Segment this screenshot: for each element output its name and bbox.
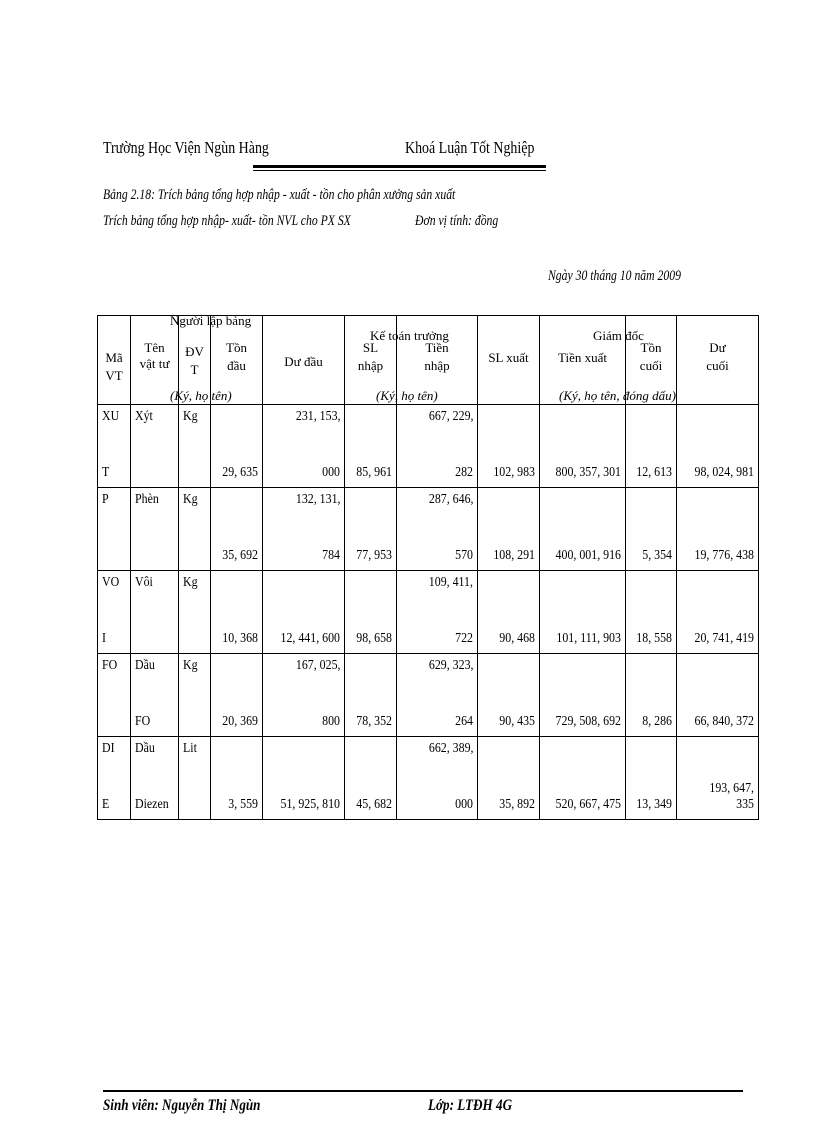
- cell-du-cuoi: 193, 647, 335: [677, 737, 759, 820]
- col-du-dau: Dư đầu: [263, 316, 345, 405]
- table-subtitle: Trích bảng tổng hợp nhập- xuất- tồn NVL cho PX SX: [103, 213, 351, 229]
- date-label: Ngày 30 tháng 10 năm 2009: [548, 268, 681, 284]
- table-caption: Bảng 2.18: Trích bảng tổng hợp nhập - xuất - tồn cho phân xưởng sản xuất: [103, 187, 456, 203]
- school-name: Trường Học Viện Ngùn Hàng: [103, 138, 269, 157]
- cell-ton-cuoi: 8, 286: [626, 654, 677, 737]
- cell-ton-dau: 35, 692: [211, 488, 263, 571]
- cell-ma-vt: FO: [98, 654, 131, 737]
- cell-sl-nhap: 78, 352: [345, 654, 397, 737]
- signature-preparer-note: (Ký, họ tên): [170, 388, 232, 403]
- cell-dvt: Kg: [179, 488, 211, 571]
- cell-sl-xuat: 90, 435: [478, 654, 540, 737]
- cell-du-dau: 12, 441, 600: [263, 571, 345, 654]
- table-row: [98, 737, 759, 820]
- cell-tien-nhap: 287, 646, 570: [397, 488, 478, 571]
- table-row: [98, 571, 759, 654]
- cell-sl-xuat: 90, 468: [478, 571, 540, 654]
- cell-tien-xuat: 729, 508, 692: [540, 654, 626, 737]
- footer-rule: [103, 1090, 743, 1092]
- col-tien-xuat: Tiền xuất: [540, 316, 626, 405]
- cell-tien-xuat: 800, 357, 301: [540, 405, 626, 488]
- signature-director-note: (Ký, họ tên, đóng dấu): [559, 388, 676, 403]
- cell-dvt: Kg: [179, 654, 211, 737]
- col-dvt: ĐV T: [179, 316, 211, 405]
- cell-ten-vat-tu: Vôi: [131, 571, 179, 654]
- cell-tien-xuat: 520, 667, 475: [540, 737, 626, 820]
- cell-du-dau: 132, 131, 784: [263, 488, 345, 571]
- cell-ton-cuoi: 18, 558: [626, 571, 677, 654]
- cell-ten-vat-tu: Dầu FO: [131, 654, 179, 737]
- cell-ton-dau: 20, 369: [211, 654, 263, 737]
- thesis-title: Khoá Luận Tốt Nghiệp: [405, 138, 535, 157]
- col-du-cuoi: Dư cuối: [677, 316, 759, 405]
- cell-sl-xuat: 35, 892: [478, 737, 540, 820]
- col-ten-vat-tu: Tên vật tư: [131, 316, 179, 405]
- cell-ton-dau: 10, 368: [211, 571, 263, 654]
- cell-tien-xuat: 101, 111, 903: [540, 571, 626, 654]
- cell-ma-vt: VO I: [98, 571, 131, 654]
- table-row: [98, 405, 759, 488]
- col-sl-xuat: SL xuất: [478, 316, 540, 405]
- signature-accountant-note: (Ký, họ tên): [376, 388, 438, 403]
- cell-dvt: Kg: [179, 405, 211, 488]
- cell-ton-cuoi: 12, 613: [626, 405, 677, 488]
- signature-preparer: Người lập bảng: [170, 313, 252, 328]
- cell-du-dau: 167, 025, 800: [263, 654, 345, 737]
- cell-ton-dau: 29, 635: [211, 405, 263, 488]
- col-sl-nhap: SL nhập: [345, 316, 397, 405]
- cell-ten-vat-tu: Xýt: [131, 405, 179, 488]
- cell-ma-vt: XU T: [98, 405, 131, 488]
- footer-student: Sinh viên: Nguyễn Thị Ngùn: [103, 1097, 261, 1114]
- cell-tien-nhap: 667, 229, 282: [397, 405, 478, 488]
- footer-class: Lớp: LTĐH 4G: [428, 1097, 513, 1114]
- cell-du-cuoi: 20, 741, 419: [677, 571, 759, 654]
- cell-sl-nhap: 77, 953: [345, 488, 397, 571]
- cell-sl-nhap: 45, 682: [345, 737, 397, 820]
- cell-tien-nhap: 662, 389, 000: [397, 737, 478, 820]
- table-row: [98, 654, 759, 737]
- col-tien-nhap: Tiền nhập: [397, 316, 478, 405]
- col-ton-cuoi: Tồn cuối: [626, 316, 677, 405]
- col-ma-vt: Mã VT: [98, 316, 131, 405]
- signature-director: Giám đốc: [593, 328, 644, 343]
- cell-sl-nhap: 85, 961: [345, 405, 397, 488]
- cell-dvt: Lit: [179, 737, 211, 820]
- cell-ten-vat-tu: Phèn: [131, 488, 179, 571]
- cell-tien-nhap: 109, 411, 722: [397, 571, 478, 654]
- cell-ma-vt: P: [98, 488, 131, 571]
- cell-du-dau: 51, 925, 810: [263, 737, 345, 820]
- cell-du-dau: 231, 153, 000: [263, 405, 345, 488]
- table-row: [98, 488, 759, 571]
- cell-du-cuoi: 66, 840, 372: [677, 654, 759, 737]
- cell-ten-vat-tu: Dầu Diezen: [131, 737, 179, 820]
- cell-du-cuoi: 19, 776, 438: [677, 488, 759, 571]
- signature-accountant: Kế toán trưởng: [370, 328, 449, 343]
- cell-du-cuoi: 98, 024, 981: [677, 405, 759, 488]
- cell-ma-vt: DI E: [98, 737, 131, 820]
- cell-ton-cuoi: 5, 354: [626, 488, 677, 571]
- cell-ton-dau: 3, 559: [211, 737, 263, 820]
- cell-tien-nhap: 629, 323, 264: [397, 654, 478, 737]
- col-ton-dau: Tồn đầu: [211, 316, 263, 405]
- cell-dvt: Kg: [179, 571, 211, 654]
- unit-label: Đơn vị tính: đồng: [415, 213, 499, 229]
- cell-sl-xuat: 108, 291: [478, 488, 540, 571]
- header-rule-thick: [253, 165, 546, 168]
- cell-tien-xuat: 400, 001, 916: [540, 488, 626, 571]
- cell-sl-nhap: 98, 658: [345, 571, 397, 654]
- cell-sl-xuat: 102, 983: [478, 405, 540, 488]
- cell-ton-cuoi: 13, 349: [626, 737, 677, 820]
- header-rule-thin: [253, 170, 546, 171]
